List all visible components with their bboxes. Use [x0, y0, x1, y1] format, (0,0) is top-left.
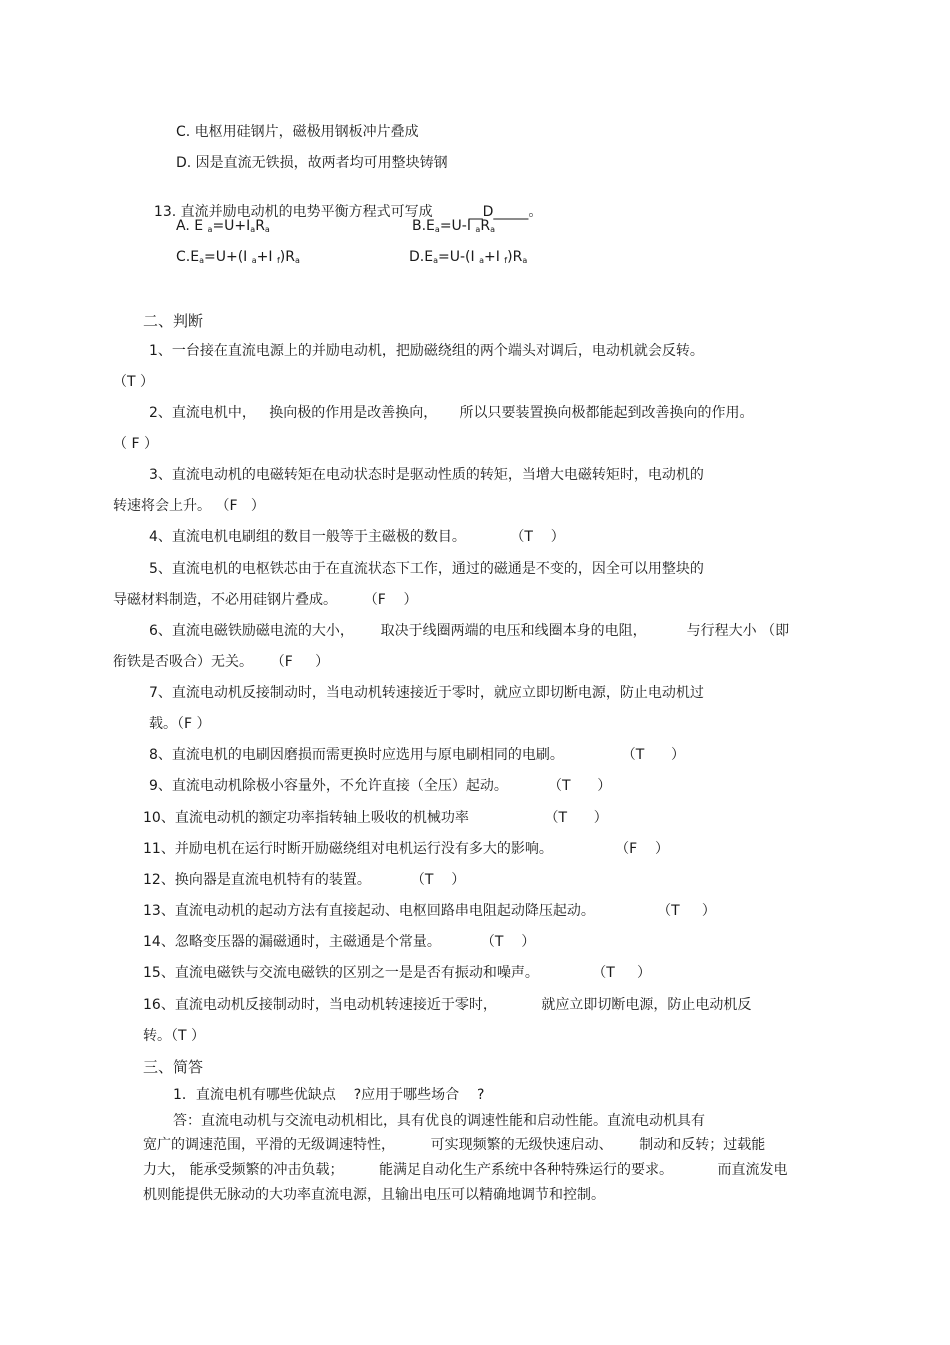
judge-item-4: 4、直流电机电刷组的数目一般等于主磁极的数目。 （T ） [149, 529, 565, 545]
judge-item-9: 9、直流电动机除极小容量外，不允许直接（全压）起动。 （T ） [149, 778, 612, 794]
judge-item-5-cont: 导磁材料制造，不必用硅钢片叠成。 （F ） [113, 592, 418, 608]
short-answer-line-1: 答：直流电动机与交流电动机相比，具有优良的调速性能和启动性能。直流电动机具有 [173, 1113, 705, 1129]
judge-item-16: 16、直流电动机反接制动时，当电动机转速接近于零时， 就应立即切断电源，防止电动机反 [143, 997, 752, 1013]
question-13-text: 13. 直流并励电动机的电势平衡方程式可写成 [153, 204, 433, 220]
judge-item-13: 13、直流电动机的起动方法有直接起动、电枢回路串电阻起动降压起动。 （T ） [143, 903, 716, 919]
section-judge-title: 二、判断 [143, 312, 204, 330]
short-answer-line-2: 宽广的调速范围，平滑的无级调速特性， 可实现频繁的无级快速启动、 制动和反转；过载能 [143, 1137, 766, 1153]
judge-item-10: 10、直流电动机的额定功率指转轴上吸收的机械功率 （T ） [143, 810, 608, 826]
option-c-prev: C. 电枢用硅钢片，磁极用钢板冲片叠成 [176, 124, 419, 140]
q13-option-c: $C.E_a=U+(I$ $_a$+I $_f)R_a$ [176, 249, 300, 265]
judge-item-8: 8、直流电机的电刷因磨损而需更换时应选用与原电刷相同的电刷。 （T ） [149, 747, 686, 763]
judge-item-5: 5、直流电机的电枢铁芯由于在直流状态下工作，通过的磁通是不变的，因全可以用整块的 [149, 561, 704, 577]
judge-item-7-cont: 载。（F ） [149, 716, 211, 732]
q13-option-d: $D.E_a=U-(I$ $_a$+I $_f)R_a$ [409, 249, 528, 265]
short-answer-line-4: 机则能提供无脉动的大功率直流电源，且输出电压可以精确地调节和控制。 [143, 1187, 605, 1203]
short-question-1: 1．直流电机有哪些优缺点 ?应用于哪些场合 ? [173, 1087, 485, 1103]
judge-item-11: 11、并励电机在运行时断开励磁绕组对电机运行没有多大的影响。 （F ） [143, 841, 669, 857]
option-d-prev: D. 因是直流无铁损，故两者均可用整块铸钢 [176, 155, 448, 171]
section-short-title: 三、简答 [143, 1058, 204, 1076]
judge-item-3: 3、直流电动机的电磁转矩在电动状态时是驱动性质的转矩，当增大电磁转矩时，电动机的 [149, 467, 704, 483]
judge-item-6-cont: 衔铁是否吸合）无关。 （F ） [113, 654, 330, 670]
judge-item-12: 12、换向器是直流电机特有的装置。 （T ） [143, 872, 466, 888]
judge-item-1: 1、一台接在直流电源上的并励电动机，把励磁绕组的两个端头对调后，电动机就会反转。 [149, 343, 704, 359]
q13-option-b: $B.E_a=U-I$ $_aR_a$ [412, 218, 495, 234]
judge-item-1-answer: （T ） [113, 374, 155, 390]
question-13-answer: __D_____。 [468, 204, 543, 220]
judge-item-15: 15、直流电磁铁与交流电磁铁的区别之一是是否有振动和噪声。 （T ） [143, 965, 652, 981]
judge-item-7: 7、直流电动机反接制动时，当电动机转速接近于零时，就应立即切断电源，防止电动机过 [149, 685, 704, 701]
judge-item-6: 6、直流电磁铁励磁电流的大小， 取决于线圈两端的电压和线圈本身的电阻， 与行程大小 （即 [149, 623, 790, 639]
judge-item-3-cont: 转速将会上升。 （F ） [113, 498, 265, 514]
judge-item-2-answer: （ F ） [113, 436, 158, 452]
short-answer-line-3: 力大， 能承受频繁的冲击负载； 能满足自动化生产系统中各种特殊运行的要求。 而直流发电 [143, 1162, 788, 1178]
judge-item-14: 14、忽略变压器的漏磁通时，主磁通是个常量。 （T ） [143, 934, 536, 950]
question-13 [145, 185, 542, 221]
judge-item-2: 2、直流电机中， 换向极的作用是改善换向， 所以只要装置换向极都能起到改善换向的作用。 [149, 405, 754, 421]
judge-item-16-cont: 转。（T ） [143, 1028, 206, 1044]
q13-option-a: A. E $_a=U+I_aR_a$ [176, 218, 270, 234]
